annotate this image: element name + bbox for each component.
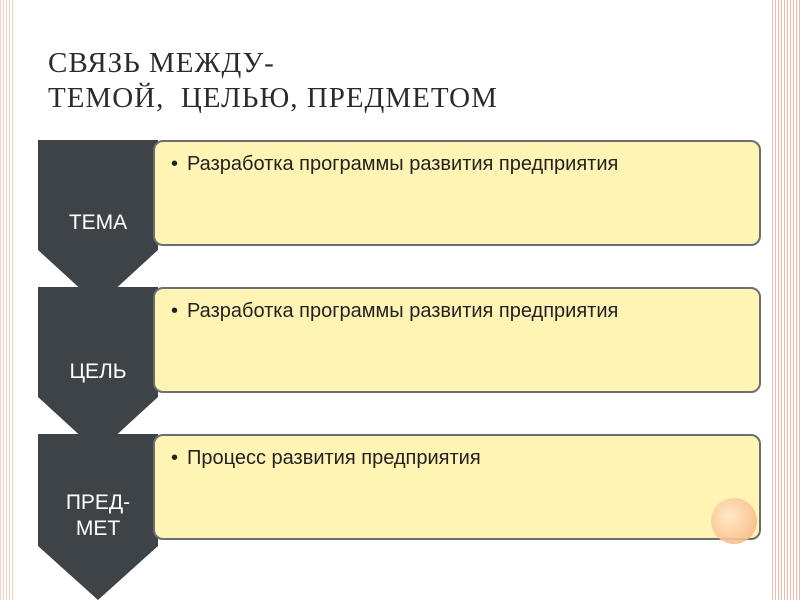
bullet-text-predmet: • Процесс развития предприятия — [171, 446, 745, 471]
slide-title — [48, 46, 708, 116]
decorative-orb — [711, 498, 757, 544]
row-tema — [38, 140, 768, 290]
row-predmet — [38, 434, 768, 584]
title-line-2: ТЕМОЙ, ЦЕЛЬЮ, ПРЕДМЕТОМ — [48, 82, 498, 114]
content-box-predmet — [153, 434, 761, 540]
chevron-label-predmet: ПРЕД- МЕТ — [65, 491, 131, 540]
chevron-label-tema: ТЕМА — [68, 211, 128, 234]
content-box-tema — [153, 140, 761, 246]
chevron-label-tsel: ЦЕЛЬ — [69, 360, 127, 383]
row-tsel — [38, 287, 768, 437]
left-decorative-border — [0, 0, 13, 600]
right-decorative-border — [770, 0, 800, 600]
title-line-1: СВЯЗЬ МЕЖДУ- — [48, 47, 275, 79]
bullet-text-tema: • Разработка программы развития предприятия — [171, 152, 745, 177]
bullet-text-tsel: • Разработка программы развития предприятия — [171, 299, 745, 324]
content-box-tsel — [153, 287, 761, 393]
